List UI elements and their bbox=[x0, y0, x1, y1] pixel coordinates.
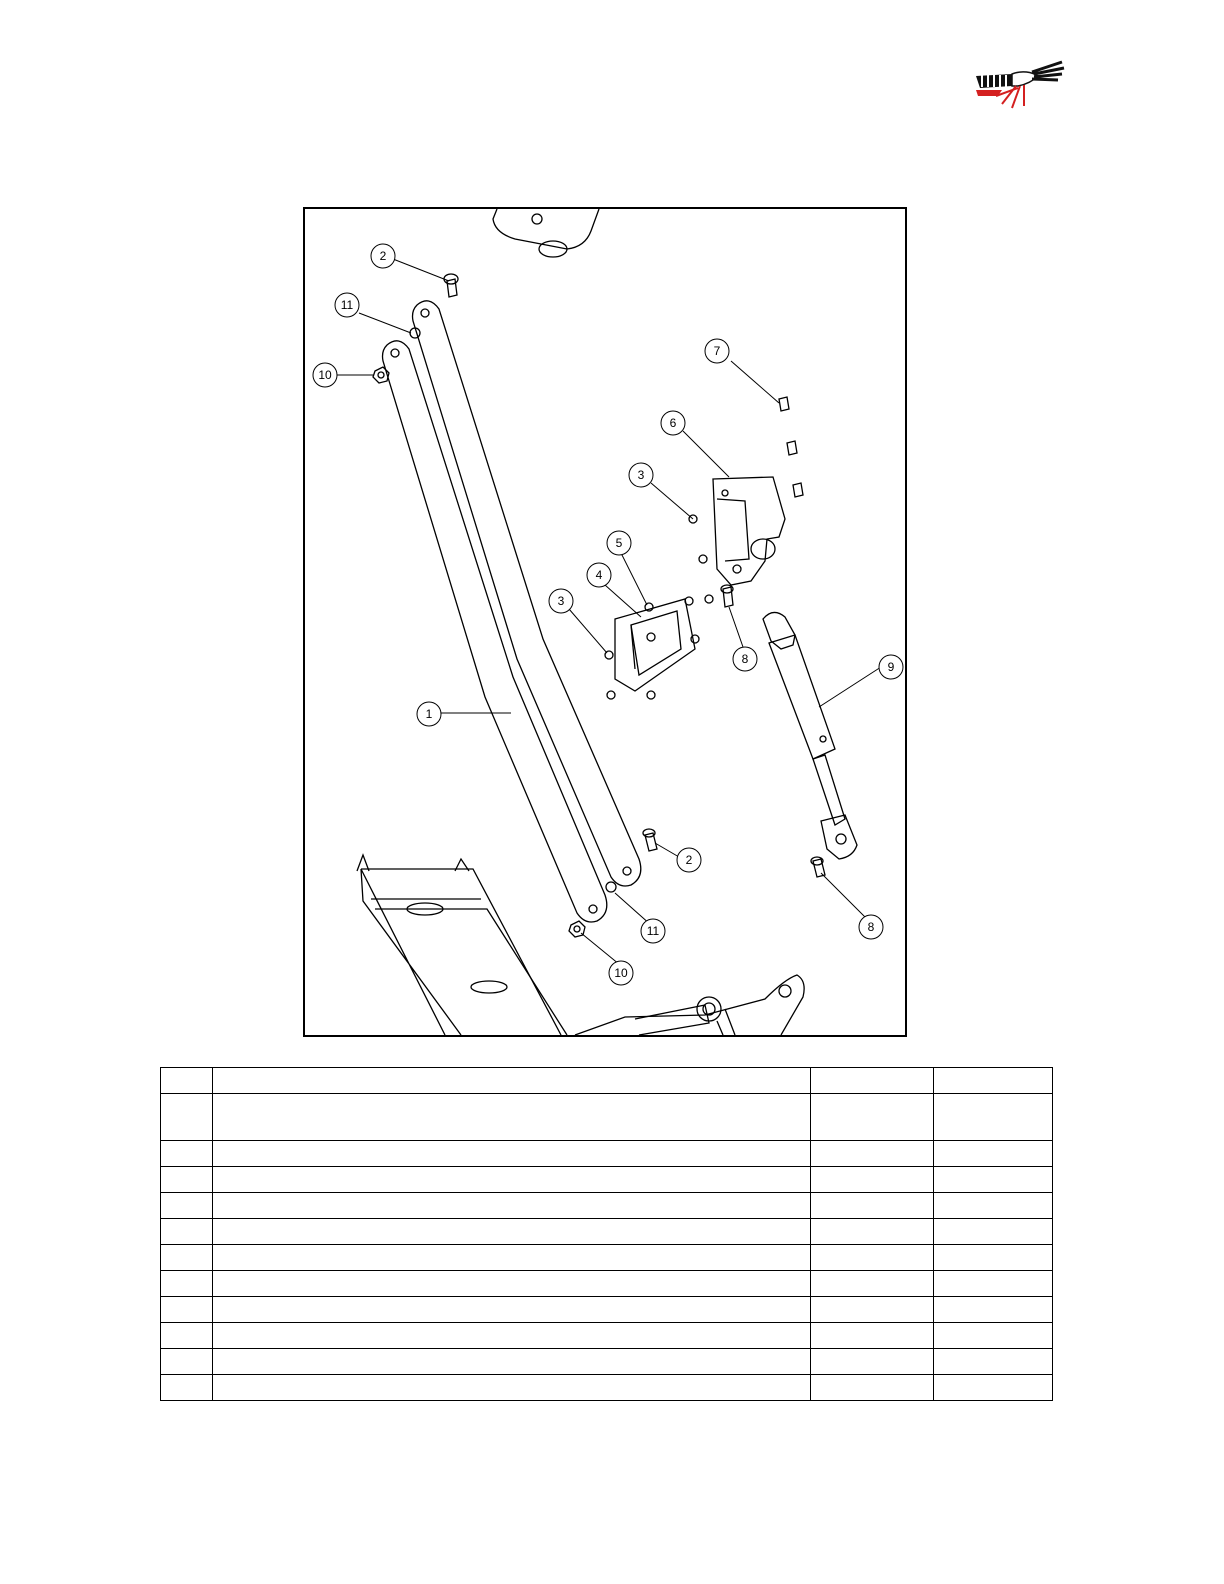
callout-2: 2 bbox=[379, 249, 387, 263]
table-cell bbox=[213, 1167, 811, 1193]
table-cell bbox=[811, 1375, 934, 1401]
hand-holding-sheaf-logo bbox=[972, 60, 1068, 112]
parts-list-table bbox=[160, 1067, 1053, 1401]
table-cell bbox=[811, 1219, 934, 1245]
table-cell bbox=[811, 1297, 934, 1323]
table-cell bbox=[161, 1349, 213, 1375]
table-cell bbox=[934, 1271, 1053, 1297]
table-row bbox=[161, 1297, 1053, 1323]
table-row bbox=[161, 1349, 1053, 1375]
table-cell bbox=[161, 1245, 213, 1271]
callout-2: 2 bbox=[685, 853, 693, 867]
table-row bbox=[161, 1094, 1053, 1141]
table-cell bbox=[213, 1141, 811, 1167]
callout-9: 9 bbox=[887, 660, 895, 674]
callout-4: 4 bbox=[595, 568, 603, 582]
table-cell bbox=[213, 1245, 811, 1271]
callout-8: 8 bbox=[867, 920, 875, 934]
table-cell bbox=[811, 1245, 934, 1271]
callout-5: 5 bbox=[615, 536, 623, 550]
table-row bbox=[161, 1375, 1053, 1401]
table-cell bbox=[811, 1323, 934, 1349]
table-cell bbox=[213, 1193, 811, 1219]
callout-11: 11 bbox=[646, 924, 660, 938]
table-row bbox=[161, 1323, 1053, 1349]
header-cell bbox=[213, 1068, 811, 1094]
table-cell bbox=[811, 1094, 934, 1141]
table-cell bbox=[811, 1271, 934, 1297]
table-row bbox=[161, 1219, 1053, 1245]
table-cell bbox=[811, 1193, 934, 1219]
table-cell bbox=[213, 1375, 811, 1401]
exploded-parts-diagram bbox=[303, 207, 907, 1037]
table-cell bbox=[811, 1141, 934, 1167]
table-cell bbox=[934, 1193, 1053, 1219]
table-cell bbox=[213, 1271, 811, 1297]
table-cell bbox=[213, 1323, 811, 1349]
table-row bbox=[161, 1245, 1053, 1271]
callout-6: 6 bbox=[669, 416, 677, 430]
table-cell bbox=[213, 1297, 811, 1323]
table-cell bbox=[161, 1219, 213, 1245]
callout-3: 3 bbox=[637, 468, 645, 482]
callout-7: 7 bbox=[713, 344, 721, 358]
header-cell bbox=[811, 1068, 934, 1094]
table-cell bbox=[934, 1323, 1053, 1349]
table-cell bbox=[161, 1297, 213, 1323]
table-cell bbox=[934, 1167, 1053, 1193]
callout-10: 10 bbox=[318, 368, 332, 382]
table-cell bbox=[934, 1375, 1053, 1401]
table-cell bbox=[161, 1375, 213, 1401]
callout-1: 1 bbox=[425, 707, 433, 721]
table-row bbox=[161, 1271, 1053, 1297]
callout-3: 3 bbox=[557, 594, 565, 608]
callout-8: 8 bbox=[741, 652, 749, 666]
table-cell bbox=[934, 1297, 1053, 1323]
header-cell bbox=[161, 1068, 213, 1094]
table-cell bbox=[161, 1141, 213, 1167]
table-cell bbox=[161, 1271, 213, 1297]
table-cell bbox=[811, 1349, 934, 1375]
table-row bbox=[161, 1193, 1053, 1219]
header-cell bbox=[934, 1068, 1053, 1094]
table-cell bbox=[161, 1193, 213, 1219]
table-cell bbox=[934, 1219, 1053, 1245]
callout-10: 10 bbox=[614, 966, 628, 980]
table-cell bbox=[161, 1094, 213, 1141]
table-cell bbox=[934, 1094, 1053, 1141]
table-cell bbox=[213, 1219, 811, 1245]
table-cell bbox=[213, 1349, 811, 1375]
table-cell bbox=[213, 1094, 811, 1141]
table-header-row bbox=[161, 1068, 1053, 1094]
table-row bbox=[161, 1167, 1053, 1193]
callout-11: 11 bbox=[340, 298, 354, 312]
table-cell bbox=[934, 1349, 1053, 1375]
table-cell bbox=[934, 1141, 1053, 1167]
table-row bbox=[161, 1141, 1053, 1167]
table-cell bbox=[161, 1167, 213, 1193]
table-cell bbox=[811, 1167, 934, 1193]
table-cell bbox=[934, 1245, 1053, 1271]
table-cell bbox=[161, 1323, 213, 1349]
